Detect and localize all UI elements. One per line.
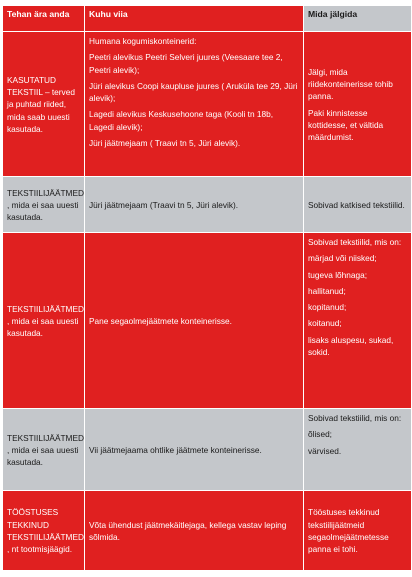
row-location xyxy=(85,491,304,571)
note-line: hallitanud; xyxy=(308,285,346,296)
row-notes xyxy=(304,409,412,491)
location-line: Pane segaolmejäätmete konteinerisse. xyxy=(89,315,232,326)
header-what: Tehan ära anda xyxy=(3,6,85,32)
note-line: Sobivad tekstiilid, mis on: xyxy=(308,413,402,423)
location-line: Peetri alevikus Peetri Selveri juures (Veesaare tee 2, Peetri alevik); xyxy=(89,52,283,75)
note-line: märjad või niisked; xyxy=(308,253,377,264)
note-line: Sobivad tekstiilid, mis on: xyxy=(308,237,402,247)
row-item: TEKSTIILIJÄÄTMED , mida ei saa uuesti kasutada. xyxy=(3,233,85,409)
table-row xyxy=(3,32,412,177)
row-item: TEKSTIILIJÄÄTMED , mida ei saa uuesti kasutada. xyxy=(3,177,85,233)
note-line: Paki kinnistesse kottidesse, et vältida määrdumist. xyxy=(308,107,384,143)
row-notes xyxy=(304,491,412,571)
note-line: Tööstuses tekkinud tekstiilijäätmeid segaolmejäätmetesse panna ei tohi. xyxy=(308,507,389,555)
note-line: koitanud; xyxy=(308,318,342,329)
note-line: Jälgi, mida riidekonteinerisse tohib panna. xyxy=(308,66,393,102)
row-notes xyxy=(304,233,412,409)
row-item: TEKSTIILIJÄÄTMED , mida ei saa uuesti kasutada. xyxy=(3,409,85,491)
row-item: TÖÖSTUSES TEKKINUD TEKSTIILIJÄÄTMED , nt tootmisjäägid. xyxy=(3,491,85,571)
location-line: Vii jäätmejaama ohtlike jäätmete konteinerisse. xyxy=(89,444,262,455)
note-line: tugeva lõhnaga; xyxy=(308,269,368,280)
header-where: Kuhu viia xyxy=(85,6,304,32)
row-location xyxy=(85,233,304,409)
table-row xyxy=(3,177,412,233)
location-line: Jüri alevikus Coopi kaupluse juures ( Aruküla tee 29, Jüri alevik); xyxy=(89,80,298,104)
table-row xyxy=(3,233,412,409)
note-line: lisaks aluspesu, sukad, sokid. xyxy=(308,334,394,357)
row-item: KASUTATUD TEKSTIIL – terved ja puhtad riided, mida saab uuesti kasutada. xyxy=(3,32,85,177)
table-row xyxy=(3,409,412,491)
row-notes xyxy=(304,177,412,233)
row-location xyxy=(85,32,304,177)
table-row xyxy=(3,491,412,571)
header-notes: Mida jälgida xyxy=(304,6,412,32)
textile-waste-table xyxy=(2,5,412,571)
note-line: kopitanud; xyxy=(308,302,347,313)
location-line: Jüri jäätmejaam (Traavi tn 5, Jüri alevik). xyxy=(89,199,239,210)
note-line: õlised; xyxy=(308,429,332,440)
location-line: Humana kogumiskonteinerid: xyxy=(89,36,197,46)
location-line: Lagedi alevikus Keskusehoone taga (Kooli tn 18b, Lagedi alevik); xyxy=(89,109,274,132)
note-line: Sobivad katkised tekstiilid. xyxy=(308,199,405,210)
row-location xyxy=(85,177,304,233)
location-line: Võta ühendust jäätmekäitlejaga, kellega vastav leping sõlmida. xyxy=(89,519,287,542)
location-line: Jüri jäätmejaam ( Traavi tn 5, Jüri alevik). xyxy=(89,137,241,148)
row-location xyxy=(85,409,304,491)
header-row xyxy=(3,6,412,32)
row-notes xyxy=(304,32,412,177)
note-line: värvised. xyxy=(308,445,342,456)
